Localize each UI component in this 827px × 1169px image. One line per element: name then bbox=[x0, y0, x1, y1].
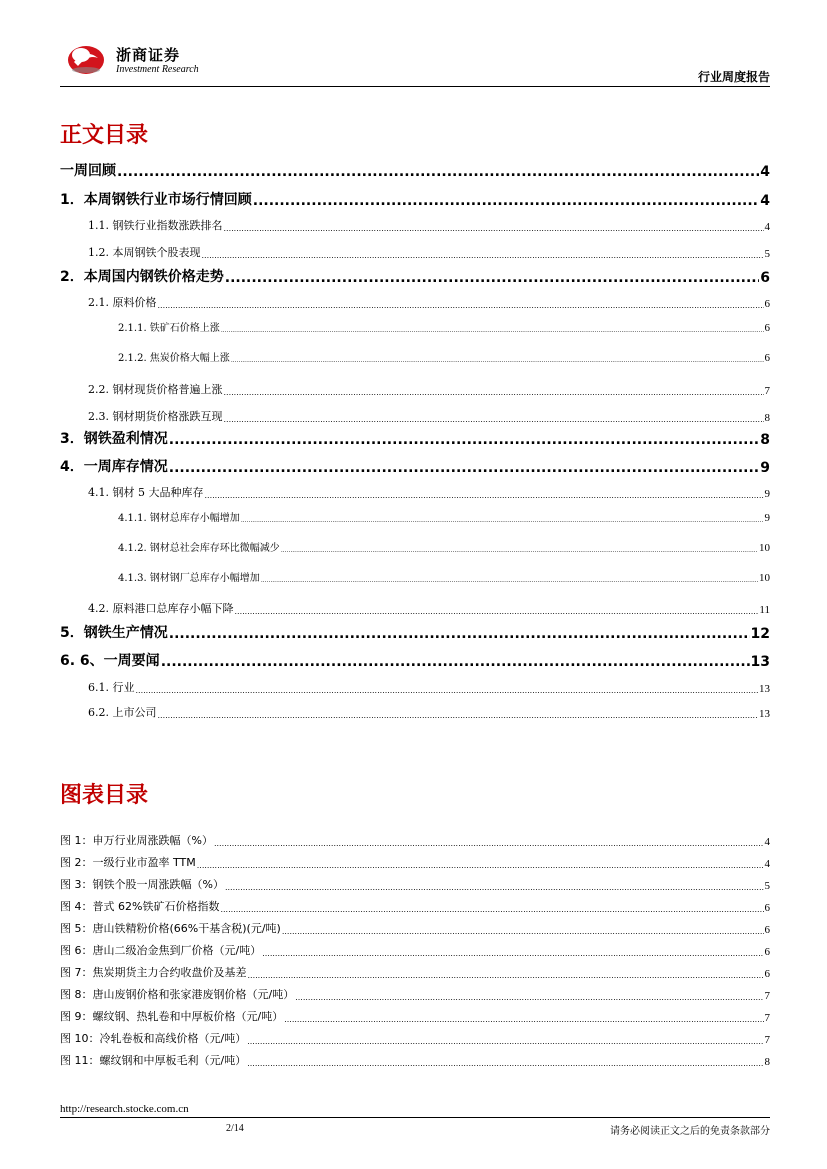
entry-label: 4.1.1. 钢材总库存小幅增加 bbox=[118, 513, 240, 524]
entry-label: 4.1. 钢材 5 大品种库存 bbox=[88, 486, 204, 499]
toc-entry[interactable] bbox=[60, 540, 770, 554]
entry-page-number: 9 bbox=[764, 512, 770, 524]
entry-label: 3．钢铁盈利情况 bbox=[60, 431, 168, 447]
entry-label: 6.1. 行业 bbox=[88, 681, 135, 694]
entry-page-number: 5 bbox=[764, 880, 770, 892]
dot-leader bbox=[169, 626, 750, 642]
dot-leader bbox=[225, 270, 760, 286]
entry-label: 图 11：螺纹钢和中厚板毛利（元/吨） bbox=[60, 1054, 247, 1067]
figure-entry[interactable] bbox=[60, 920, 770, 936]
entry-page-number: 13 bbox=[750, 654, 770, 670]
dot-leader bbox=[261, 577, 758, 584]
entry-page-number: 6 bbox=[760, 270, 770, 286]
entry-page-number: 11 bbox=[759, 604, 770, 616]
figure-entry[interactable] bbox=[60, 942, 770, 958]
entry-label: 图 9：螺纹钢、热轧卷和中厚板价格（元/吨） bbox=[60, 1010, 284, 1023]
entry-label: 图 2：一级行业市盈率 TTM bbox=[60, 856, 196, 869]
dot-leader bbox=[214, 839, 764, 848]
dot-leader bbox=[202, 251, 764, 260]
dot-leader bbox=[253, 193, 760, 209]
entry-label: 4.2. 原料港口总库存小幅下降 bbox=[88, 602, 234, 615]
toc-entry[interactable] bbox=[60, 679, 770, 695]
toc-entry[interactable] bbox=[60, 600, 770, 616]
entry-label: 4.1.3. 钢材钢厂总库存小幅增加 bbox=[118, 573, 260, 584]
dot-leader bbox=[158, 711, 759, 720]
entry-label: 6. 6、一周要闻 bbox=[60, 653, 160, 669]
entry-page-number: 6 bbox=[764, 902, 770, 914]
figure-entry[interactable] bbox=[60, 986, 770, 1002]
entry-label: 图 4：普式 62%铁矿石价格指数 bbox=[60, 900, 220, 913]
entry-page-number: 6 bbox=[764, 924, 770, 936]
entry-label: 1.1. 钢铁行业指数涨跌排名 bbox=[88, 219, 223, 232]
figure-entry[interactable] bbox=[60, 1008, 770, 1024]
dot-leader bbox=[204, 491, 763, 500]
page-header bbox=[60, 40, 770, 88]
dot-leader bbox=[221, 327, 764, 334]
entry-label: 2.1. 原料价格 bbox=[88, 296, 157, 309]
entry-label: 4.1.2. 钢材总社会库存环比微幅减少 bbox=[118, 543, 280, 554]
dot-leader bbox=[158, 301, 764, 310]
toc-entry[interactable] bbox=[60, 428, 770, 448]
logo-chinese-name: 浙商证券 bbox=[116, 46, 181, 64]
toc-entry[interactable] bbox=[60, 704, 770, 720]
dot-leader bbox=[225, 883, 764, 892]
entry-page-number: 4 bbox=[760, 193, 770, 209]
entry-page-number: 8 bbox=[764, 412, 770, 424]
figures-title: 图表目录 bbox=[60, 783, 149, 808]
entry-page-number: 7 bbox=[764, 990, 770, 1002]
header-divider bbox=[60, 86, 770, 87]
entry-page-number: 7 bbox=[764, 1012, 770, 1024]
toc-entry[interactable] bbox=[60, 408, 770, 424]
dot-leader bbox=[231, 357, 764, 364]
dot-leader bbox=[224, 224, 764, 233]
dot-leader bbox=[220, 905, 763, 914]
entry-page-number: 8 bbox=[760, 432, 770, 448]
toc-entry[interactable] bbox=[60, 650, 770, 670]
entry-label: 5．钢铁生产情况 bbox=[60, 625, 168, 641]
disclaimer-note: 请务必阅读正文之后的免责条款部分 bbox=[610, 1126, 770, 1137]
entry-label: 图 6：唐山二级冶金焦到厂价格（元/吨） bbox=[60, 944, 262, 957]
dot-leader bbox=[247, 1059, 763, 1068]
dot-leader bbox=[295, 993, 763, 1002]
page-number: 2/14 bbox=[226, 1123, 244, 1134]
dot-leader bbox=[248, 971, 764, 980]
entry-label: 图 10：冷轧卷板和高线价格（元/吨） bbox=[60, 1032, 247, 1045]
toc-entry[interactable] bbox=[60, 244, 770, 260]
toc-entry[interactable] bbox=[60, 510, 770, 524]
toc-entry[interactable] bbox=[60, 217, 770, 233]
entry-label: 1．本周钢铁行业市场行情回顾 bbox=[60, 192, 252, 208]
entry-page-number: 10 bbox=[759, 542, 770, 554]
entry-page-number: 6 bbox=[764, 322, 770, 334]
footer-url-link[interactable]: http://research.stocke.com.cn bbox=[60, 1103, 189, 1115]
entry-page-number: 6 bbox=[764, 352, 770, 364]
dot-leader bbox=[241, 517, 764, 524]
footer-divider bbox=[60, 1117, 770, 1118]
toc-entry[interactable] bbox=[60, 320, 770, 334]
entry-label: 4．一周库存情况 bbox=[60, 459, 168, 475]
entry-page-number: 4 bbox=[760, 164, 770, 180]
entry-label: 一周回顾 bbox=[60, 163, 116, 179]
toc-title: 正文目录 bbox=[60, 123, 149, 148]
dot-leader bbox=[197, 861, 764, 870]
figure-entry[interactable] bbox=[60, 832, 770, 848]
entry-label: 1.2. 本周钢铁个股表现 bbox=[88, 246, 201, 259]
toc-entry[interactable] bbox=[60, 484, 770, 500]
entry-page-number: 9 bbox=[760, 460, 770, 476]
toc-entry[interactable] bbox=[60, 189, 770, 209]
entry-page-number: 7 bbox=[764, 385, 770, 397]
report-type-label: 行业周度报告 bbox=[697, 70, 770, 84]
logo-english-name: Investment Research bbox=[116, 64, 199, 75]
dot-leader bbox=[281, 547, 758, 554]
entry-label: 2．本周国内钢铁价格走势 bbox=[60, 269, 224, 285]
entry-label: 图 5：唐山铁精粉价格(66%干基含税)(元/吨) bbox=[60, 922, 281, 935]
toc-entry[interactable] bbox=[60, 294, 770, 310]
dot-leader bbox=[284, 1015, 763, 1024]
toc-entry[interactable] bbox=[60, 456, 770, 476]
toc-entry[interactable] bbox=[60, 160, 770, 180]
entry-label: 2.3. 钢材期货价格涨跌互现 bbox=[88, 410, 223, 423]
dot-leader bbox=[235, 607, 759, 616]
entry-label: 图 1：申万行业周涨跌幅（%） bbox=[60, 834, 213, 847]
entry-label: 2.1.2. 焦炭价格大幅上涨 bbox=[118, 353, 230, 364]
entry-label: 图 7：焦炭期货主力合约收盘价及基差 bbox=[60, 966, 247, 979]
dot-leader bbox=[247, 1037, 763, 1046]
zheshang-logo-icon bbox=[66, 40, 106, 76]
entry-page-number: 4 bbox=[764, 836, 770, 848]
figure-entry[interactable] bbox=[60, 898, 770, 914]
dot-leader bbox=[224, 415, 764, 424]
entry-page-number: 5 bbox=[764, 248, 770, 260]
entry-page-number: 10 bbox=[759, 572, 770, 584]
entry-page-number: 9 bbox=[764, 488, 770, 500]
figure-entry[interactable] bbox=[60, 854, 770, 870]
entry-label: 2.2. 钢材现货价格普遍上涨 bbox=[88, 383, 223, 396]
figure-entry[interactable] bbox=[60, 964, 770, 980]
toc-entry[interactable] bbox=[60, 381, 770, 397]
dot-leader bbox=[262, 949, 763, 958]
toc-entry[interactable] bbox=[60, 570, 770, 584]
entry-label: 图 8：唐山废钢价格和张家港废钢价格（元/吨） bbox=[60, 988, 295, 1001]
entry-label: 图 3：钢铁个股一周涨跌幅（%） bbox=[60, 878, 224, 891]
dot-leader bbox=[282, 927, 764, 936]
entry-page-number: 6 bbox=[764, 968, 770, 980]
entry-page-number: 13 bbox=[759, 683, 770, 695]
figure-entry[interactable] bbox=[60, 1052, 770, 1068]
entry-label: 6.2. 上市公司 bbox=[88, 706, 157, 719]
dot-leader bbox=[117, 164, 759, 180]
entry-page-number: 12 bbox=[750, 626, 770, 642]
entry-page-number: 13 bbox=[759, 708, 770, 720]
dot-leader bbox=[224, 388, 764, 397]
dot-leader bbox=[169, 432, 760, 448]
toc-entry[interactable] bbox=[60, 622, 770, 642]
dot-leader bbox=[136, 686, 759, 695]
toc-entry[interactable] bbox=[60, 266, 770, 286]
entry-page-number: 6 bbox=[764, 946, 770, 958]
entry-page-number: 4 bbox=[764, 858, 770, 870]
dot-leader bbox=[161, 654, 750, 670]
dot-leader bbox=[169, 460, 760, 476]
entry-page-number: 7 bbox=[764, 1034, 770, 1046]
entry-page-number: 8 bbox=[764, 1056, 770, 1068]
figure-entry[interactable] bbox=[60, 1030, 770, 1046]
entry-page-number: 6 bbox=[764, 298, 770, 310]
toc-entry[interactable] bbox=[60, 350, 770, 364]
entry-label: 2.1.1. 铁矿石价格上涨 bbox=[118, 323, 220, 334]
entry-page-number: 4 bbox=[764, 221, 770, 233]
figure-entry[interactable] bbox=[60, 876, 770, 892]
